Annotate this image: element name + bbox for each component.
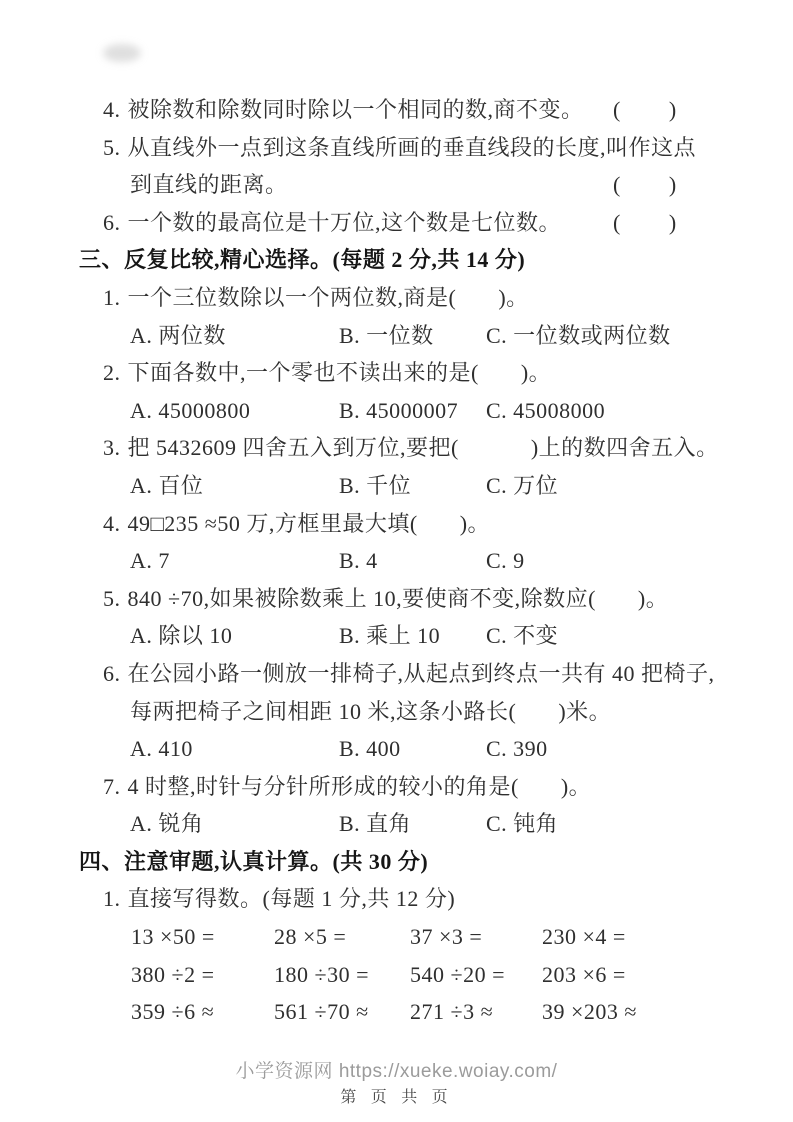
choice-option: C. 一位数或两位数 xyxy=(486,322,671,348)
choice-option: B. 4 xyxy=(339,548,378,574)
question-text: 49□235 ≈50 万,方框里最大填( )。 xyxy=(127,510,491,536)
question-text: 4 时整,时针与分针所形成的较小的角是( )。 xyxy=(127,773,592,799)
choice-options-row xyxy=(0,730,793,768)
page-footer xyxy=(0,1060,793,1109)
footer-page-label: 第 页 共 页 xyxy=(340,1089,453,1106)
answer-bracket: ( ) xyxy=(613,209,677,235)
answer-bracket: ( ) xyxy=(613,97,677,122)
section-calc-heading: 四、注意审题,认真计算。(共 30 分) xyxy=(79,848,429,874)
choice-options-row xyxy=(0,317,793,355)
choice-question-line xyxy=(0,354,793,392)
choice-option: C. 不变 xyxy=(486,623,559,649)
calc-expression: 180 ÷30 = xyxy=(274,961,369,987)
choice-option: C. 万位 xyxy=(486,472,559,498)
choice-option: C. 9 xyxy=(486,548,525,574)
question-number: 7. xyxy=(103,773,121,799)
calc-row xyxy=(0,918,793,956)
choice-options-row xyxy=(0,392,793,430)
question-number: 6. xyxy=(103,660,121,686)
question-number: 4. xyxy=(103,510,121,536)
calc-expression: 37 ×3 = xyxy=(410,924,483,950)
choice-option: A. 锐角 xyxy=(130,811,204,837)
question-number: 5. xyxy=(103,134,121,160)
calc-row xyxy=(0,956,793,994)
question-text: 一个三位数除以一个两位数,商是( )。 xyxy=(127,284,529,310)
question-text: 从直线外一点到这条直线所画的垂直线段的长度,叫作这点 xyxy=(127,134,697,160)
choice-options-row xyxy=(0,542,793,580)
subheading-text: 直接写得数。(每题 1 分,共 12 分) xyxy=(127,886,456,912)
subheading-number: 1. xyxy=(103,886,121,912)
calc-expression: 28 ×5 = xyxy=(274,924,347,950)
truefalse-question-line xyxy=(0,166,793,204)
calc-expression: 561 ÷70 ≈ xyxy=(274,999,369,1025)
calc-row xyxy=(0,993,793,1031)
calc-expression: 230 ×4 = xyxy=(542,924,626,950)
choice-question-line xyxy=(0,279,793,317)
question-text: 一个数的最高位是十万位,这个数是七位数。 xyxy=(127,209,562,235)
choice-option: B. 一位数 xyxy=(339,322,434,348)
choice-option: A. 除以 10 xyxy=(130,623,233,649)
paper-content xyxy=(0,91,793,1031)
truefalse-question-line xyxy=(0,129,793,167)
truefalse-question-line xyxy=(0,204,793,242)
choice-option: B. 45000007 xyxy=(339,397,459,423)
question-text: 把 5432609 四舍五入到万位,要把( )上的数四舍五入。 xyxy=(127,435,719,461)
choice-question-line xyxy=(0,429,793,467)
answer-bracket: ( ) xyxy=(613,172,677,198)
choice-option: B. 直角 xyxy=(339,811,412,837)
choice-question-line xyxy=(0,655,793,693)
question-text: 到直线的距离。 xyxy=(130,172,288,198)
question-number: 4. xyxy=(103,97,121,122)
calc-expression: 39 ×203 ≈ xyxy=(542,999,637,1025)
calc-expression: 380 ÷2 = xyxy=(131,961,215,987)
section-choice-heading: 三、反复比较,精心选择。(每题 2 分,共 14 分) xyxy=(79,247,526,273)
question-number: 1. xyxy=(103,284,121,310)
choice-option: C. 45008000 xyxy=(486,397,606,423)
choice-option: C. 钝角 xyxy=(486,811,559,837)
choice-question-line xyxy=(0,768,793,806)
calc-subheading xyxy=(0,880,793,918)
question-text: 840 ÷70,如果被除数乘上 10,要使商不变,除数应( )。 xyxy=(127,585,669,611)
calc-expression: 540 ÷20 = xyxy=(410,961,505,987)
question-text: 每两把椅子之间相距 10 米,这条小路长( )米。 xyxy=(130,698,612,724)
question-text: 在公园小路一侧放一排椅子,从起点到终点一共有 40 把椅子, xyxy=(127,660,715,686)
choice-question-line xyxy=(0,693,793,731)
choice-question-line xyxy=(0,580,793,618)
choice-options-row xyxy=(0,617,793,655)
footer-site-url: 小学资源网 https://xueke.woiay.com/ xyxy=(235,1061,558,1082)
choice-options-row xyxy=(0,467,793,505)
calc-expression: 271 ÷3 ≈ xyxy=(410,999,494,1025)
truefalse-question-line xyxy=(0,91,793,129)
choice-question-line xyxy=(0,505,793,543)
choice-option: C. 390 xyxy=(486,736,548,762)
calc-expression: 13 ×50 = xyxy=(131,924,215,950)
question-text: 被除数和除数同时除以一个相同的数,商不变。 xyxy=(127,97,584,122)
scan-smudge xyxy=(103,44,141,62)
choice-option: B. 400 xyxy=(339,736,401,762)
choice-option: A. 410 xyxy=(130,736,193,762)
choice-option: A. 7 xyxy=(130,548,170,574)
question-number: 3. xyxy=(103,435,121,461)
choice-option: B. 千位 xyxy=(339,472,412,498)
calc-expression: 203 ×6 = xyxy=(542,961,626,987)
question-number: 5. xyxy=(103,585,121,611)
choice-option: A. 45000800 xyxy=(130,397,251,423)
question-number: 2. xyxy=(103,360,121,386)
choice-option: B. 乘上 10 xyxy=(339,623,441,649)
calc-expression: 359 ÷6 ≈ xyxy=(131,999,215,1025)
choice-options-row xyxy=(0,805,793,843)
question-number: 6. xyxy=(103,209,121,235)
question-text: 下面各数中,一个零也不读出来的是( )。 xyxy=(127,360,552,386)
choice-option: A. 两位数 xyxy=(130,322,226,348)
choice-option: A. 百位 xyxy=(130,472,204,498)
